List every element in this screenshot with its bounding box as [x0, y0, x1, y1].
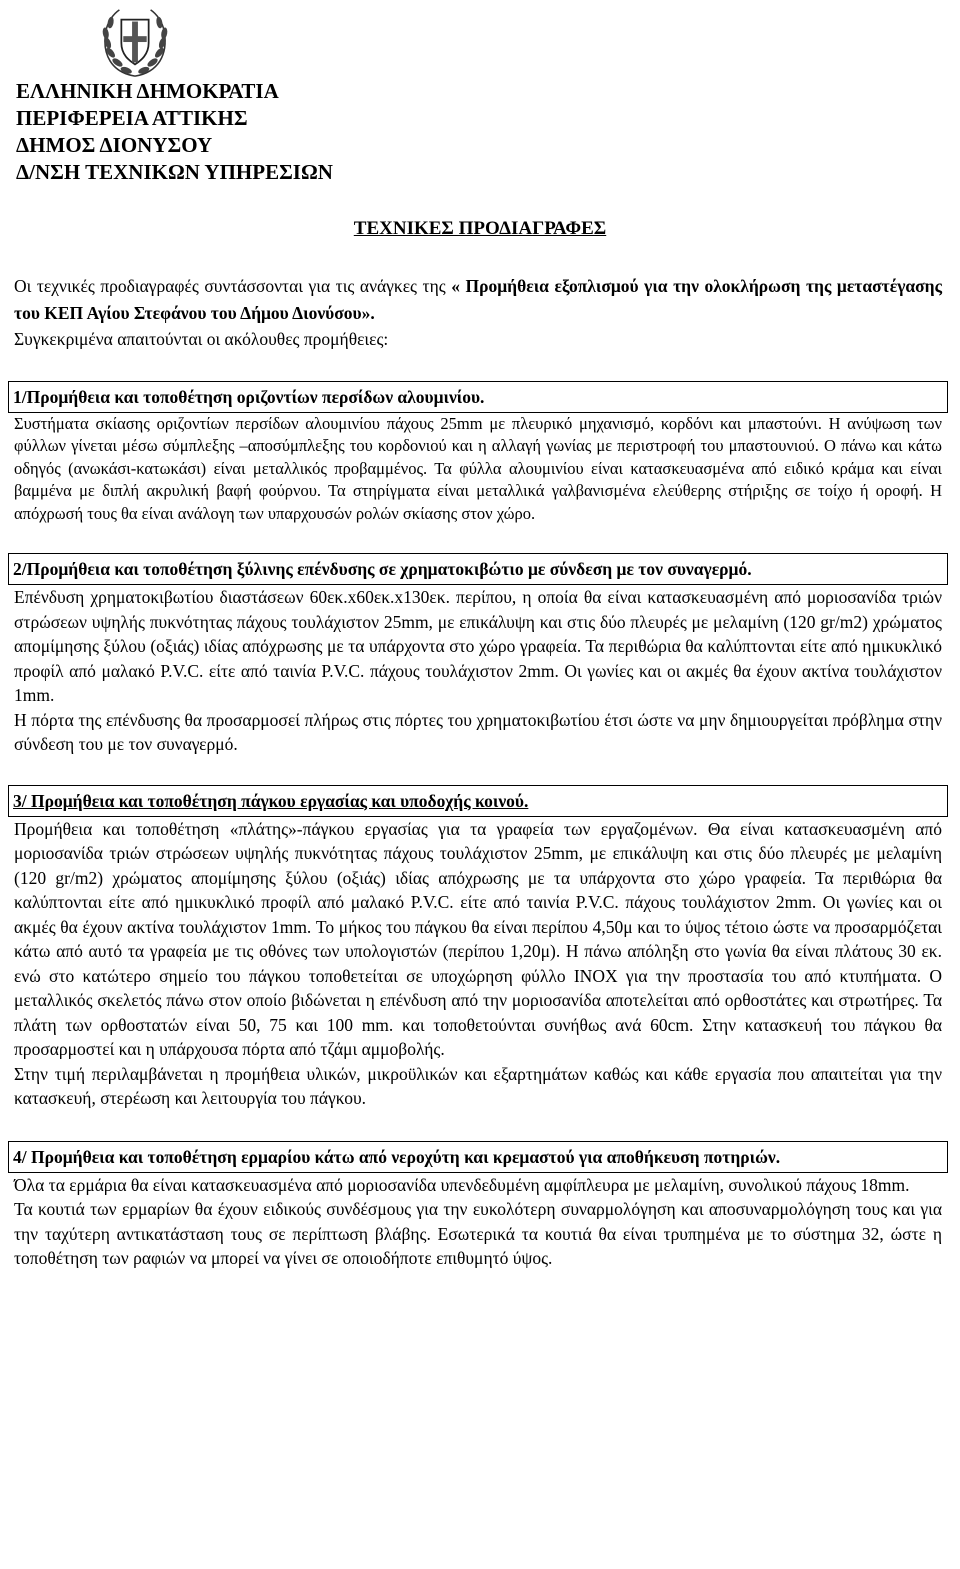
section-heading-4: 4/ Προμήθεια και τοποθέτηση ερμαρίου κάτω από νεροχύτη και κρεμαστού για αποθήκευση ποτηριών.	[8, 1141, 948, 1173]
section-heading-3: 3/ Προμήθεια και τοποθέτηση πάγκου εργασίας και υποδοχής κοινού.	[8, 785, 948, 817]
header-line: ΕΛΛΗΝΙΚΗ ΔΗΜΟΚΡΑΤΙΑ	[16, 79, 279, 103]
issuer-header	[16, 78, 333, 186]
section-body-2-para: Επένδυση χρηματοκιβωτίου διαστάσεων 60εκ.x60εκ.x130εκ. περίπου, η οποία θα είναι κατασκευασμένη από μοριοσανίδα τριών στρώσεων υψηλής πυκνότητας πάχους τουλάχιστον 25mm, με επικάλυψη και στις δύο πλευρές με μελαμίνη (120 gr/m2) χρώματος απομίμησης ξύλου (οξιάς) ιδίας απόχρωσης με τα υπάρχοντα στο χώρο γραφεία. Τα περιθώρια θα καλύπτονται είτε από ημικυκλικό προφίλ από μαλακό P.V.C. είτε από ταινία P.V.C. πάχους τουλάχιστον 2mm. Οι γωνίες και οι ακμές θα έχουν ακτίνα τουλάχιστον 1mm.	[14, 587, 942, 705]
header-line: ΔΗΜΟΣ ΔΙΟΝΥΣΟΥ	[16, 133, 213, 157]
intro-paragraph	[14, 273, 942, 326]
section-heading-2: 2/Προμήθεια και τοποθέτηση ξύλινης επένδυσης σε χρηματοκιβώτιο με σύνδεση με τον συναγερμό.	[8, 553, 948, 585]
intro-project-title: « Προμήθεια εξοπλισμού για την ολοκλήρωση της μεταστέγασης του ΚΕΠ Αγίου Στεφάνου του Δήμου Διονύσου».	[14, 276, 942, 323]
section-body-4-para: Τα κουτιά των ερμαρίων θα έχουν ειδικούς συνδέσμους για την ευκολότερη συναρμολόγηση και αποσυναρμολόγηση τους και για την ταχύτερη αντικατάσταση τους σε περίπτωση βλάβης. Εσωτερικά τα κουτιά θα είναι τρυπημένα με το σύστημα 32, ώστε η τοποθέτηση των ραφιών να μπορεί να γίνει σε οποιοδήποτε επιθυμητό ύψος.	[14, 1199, 942, 1268]
header-line: Δ/ΝΣΗ ΤΕΧΝΙΚΩΝ ΥΠΗΡΕΣΙΩΝ	[16, 160, 333, 184]
section-body-1: Συστήματα σκίασης οριζοντίων περσίδων αλουμινίου πάχους 25mm με πλευρικό μηχανισμό, κορδόνι και μπαστούνι. Η ανύψωση των φύλλων γίνεται μέσω σύμπλεξης –αποσύμπλεξης του κορδονιού και η αλλαγή γωνίας με περιστροφή του μπαστουνιού. Ο πάνω και κάτω οδηγός (ανωκάσι-κατωκάσι) είναι μεταλλικός προβαμμένος. Τα φύλλα αλουμινίου είναι κατασκευασμένα από ειδικό κράμα και είναι βαμμένα με διπλή ακρυλική βαφή φούρνου. Τα στηρίγματα είναι μεταλλικά γαλβανισμένα ελεύθερης στήριξης σε τοίχο ή οροφή. Η απόχρωσή τους θα είναι ανάλογη των υπαρχουσών ρολών σκίασης στον χώρο.	[14, 413, 942, 523]
section-body-2-para: Η πόρτα της επένδυσης θα προσαρμοσεί πλήρως στις πόρτες του χρηματοκιβωτίου έτσι ώστε να μην δημιουργείται πρόβλημα στην σύνδεση του με τον συναγερμό.	[14, 709, 942, 754]
header-line: ΠΕΡΙΦΕΡΕΙΑ ΑΤΤΙΚΗΣ	[16, 106, 248, 130]
section-body-3-para: Στην τιμή περιλαμβάνεται η προμήθεια υλικών, μικροϋλικών και εξαρτημάτων καθώς και κάθε εργασία που απαιτείται για την κατασκευή, στερέωση και λειτουργία του πάγκου.	[14, 1063, 942, 1108]
section-body-3-para: Προμήθεια και τοποθέτηση «πλάτης»-πάγκου εργασίας για τα γραφεία των εργαζομένων. Θα είναι κατασκευασμένη από μοριοσανίδα τριών στρώσεων υψηλής πυκνότητας πάχους τουλάχιστον 25mm, με επικάλυψη και στις δύο πλευρές με μελαμίνη (120 gr/m2) χρώματος απομίμησης ξύλου (οξιάς) ιδίας απόχρωσης με τα υπάρχοντα στο χώρο γραφεία. Τα περιθώρια θα καλύπτονται είτε από ημικυκλικό προφίλ από μαλακό P.V.C. είτε από ταινία P.V.C. πάχους τουλάχιστον 2mm. Οι γωνίες και οι ακμές θα έχουν ακτίνα τουλάχιστον 1mm. Το μήκος του πάγκου θα είναι περίπου 4,50μ και το ύψος τέτοιο ώστε να προσαρμόζεται κάτω από αυτό τα γραφεία με τις οθόνες των υπολογιστών (περίπου 1,20μ). Η πάνω απόληξη στο γωνία θα είναι πλάτους 30 εκ. ενώ στο κατώτερο σημείο του πάγκου τοποθετείται σε υποχώρηση φύλλο INOX για την προστασία του από κτυπήματα. Ο μεταλλικός σκελετός πάνω στον οποίο βιδώνεται η επένδυση από την μοριοσανίδα αποτελείται από ορθοστάτες και στρωτήρες. Τα πλάτη των ορθοστατών είναι 50, 75 και 100 mm. και τοποθετούνται συνήθως ανά 60cm. Στην κατασκευή του πάγκου θα προσαρμοστεί και η υπάρχουσα πόρτα από τζάμι αμμοβολής.	[14, 818, 942, 1059]
section-heading-1: 1/Προμήθεια και τοποθέτηση οριζοντίων περσίδων αλουμινίου.	[8, 381, 948, 413]
document-title	[0, 218, 960, 240]
greek-coat-of-arms-emblem	[96, 4, 174, 82]
intro-requirements: Συγκεκριμένα απαιτούνται οι ακόλουθες προμήθειες:	[14, 329, 389, 349]
section-body-4-para: Όλα τα ερμάρια θα είναι κατασκευασμένα από μοριοσανίδα υπενδεδυμένη αμφίπλευρα με μελαμίνη, συνολικού πάχους 18mm.	[14, 1174, 910, 1195]
document-title-text: ΤΕΧΝΙΚΕΣ ΠΡΟΔΙΑΓΡΑΦΕΣ	[353, 218, 607, 239]
document-body	[14, 273, 942, 1271]
intro-text: Οι τεχνικές προδιαγραφές συντάσσονται για τις ανάγκες της	[14, 276, 452, 296]
